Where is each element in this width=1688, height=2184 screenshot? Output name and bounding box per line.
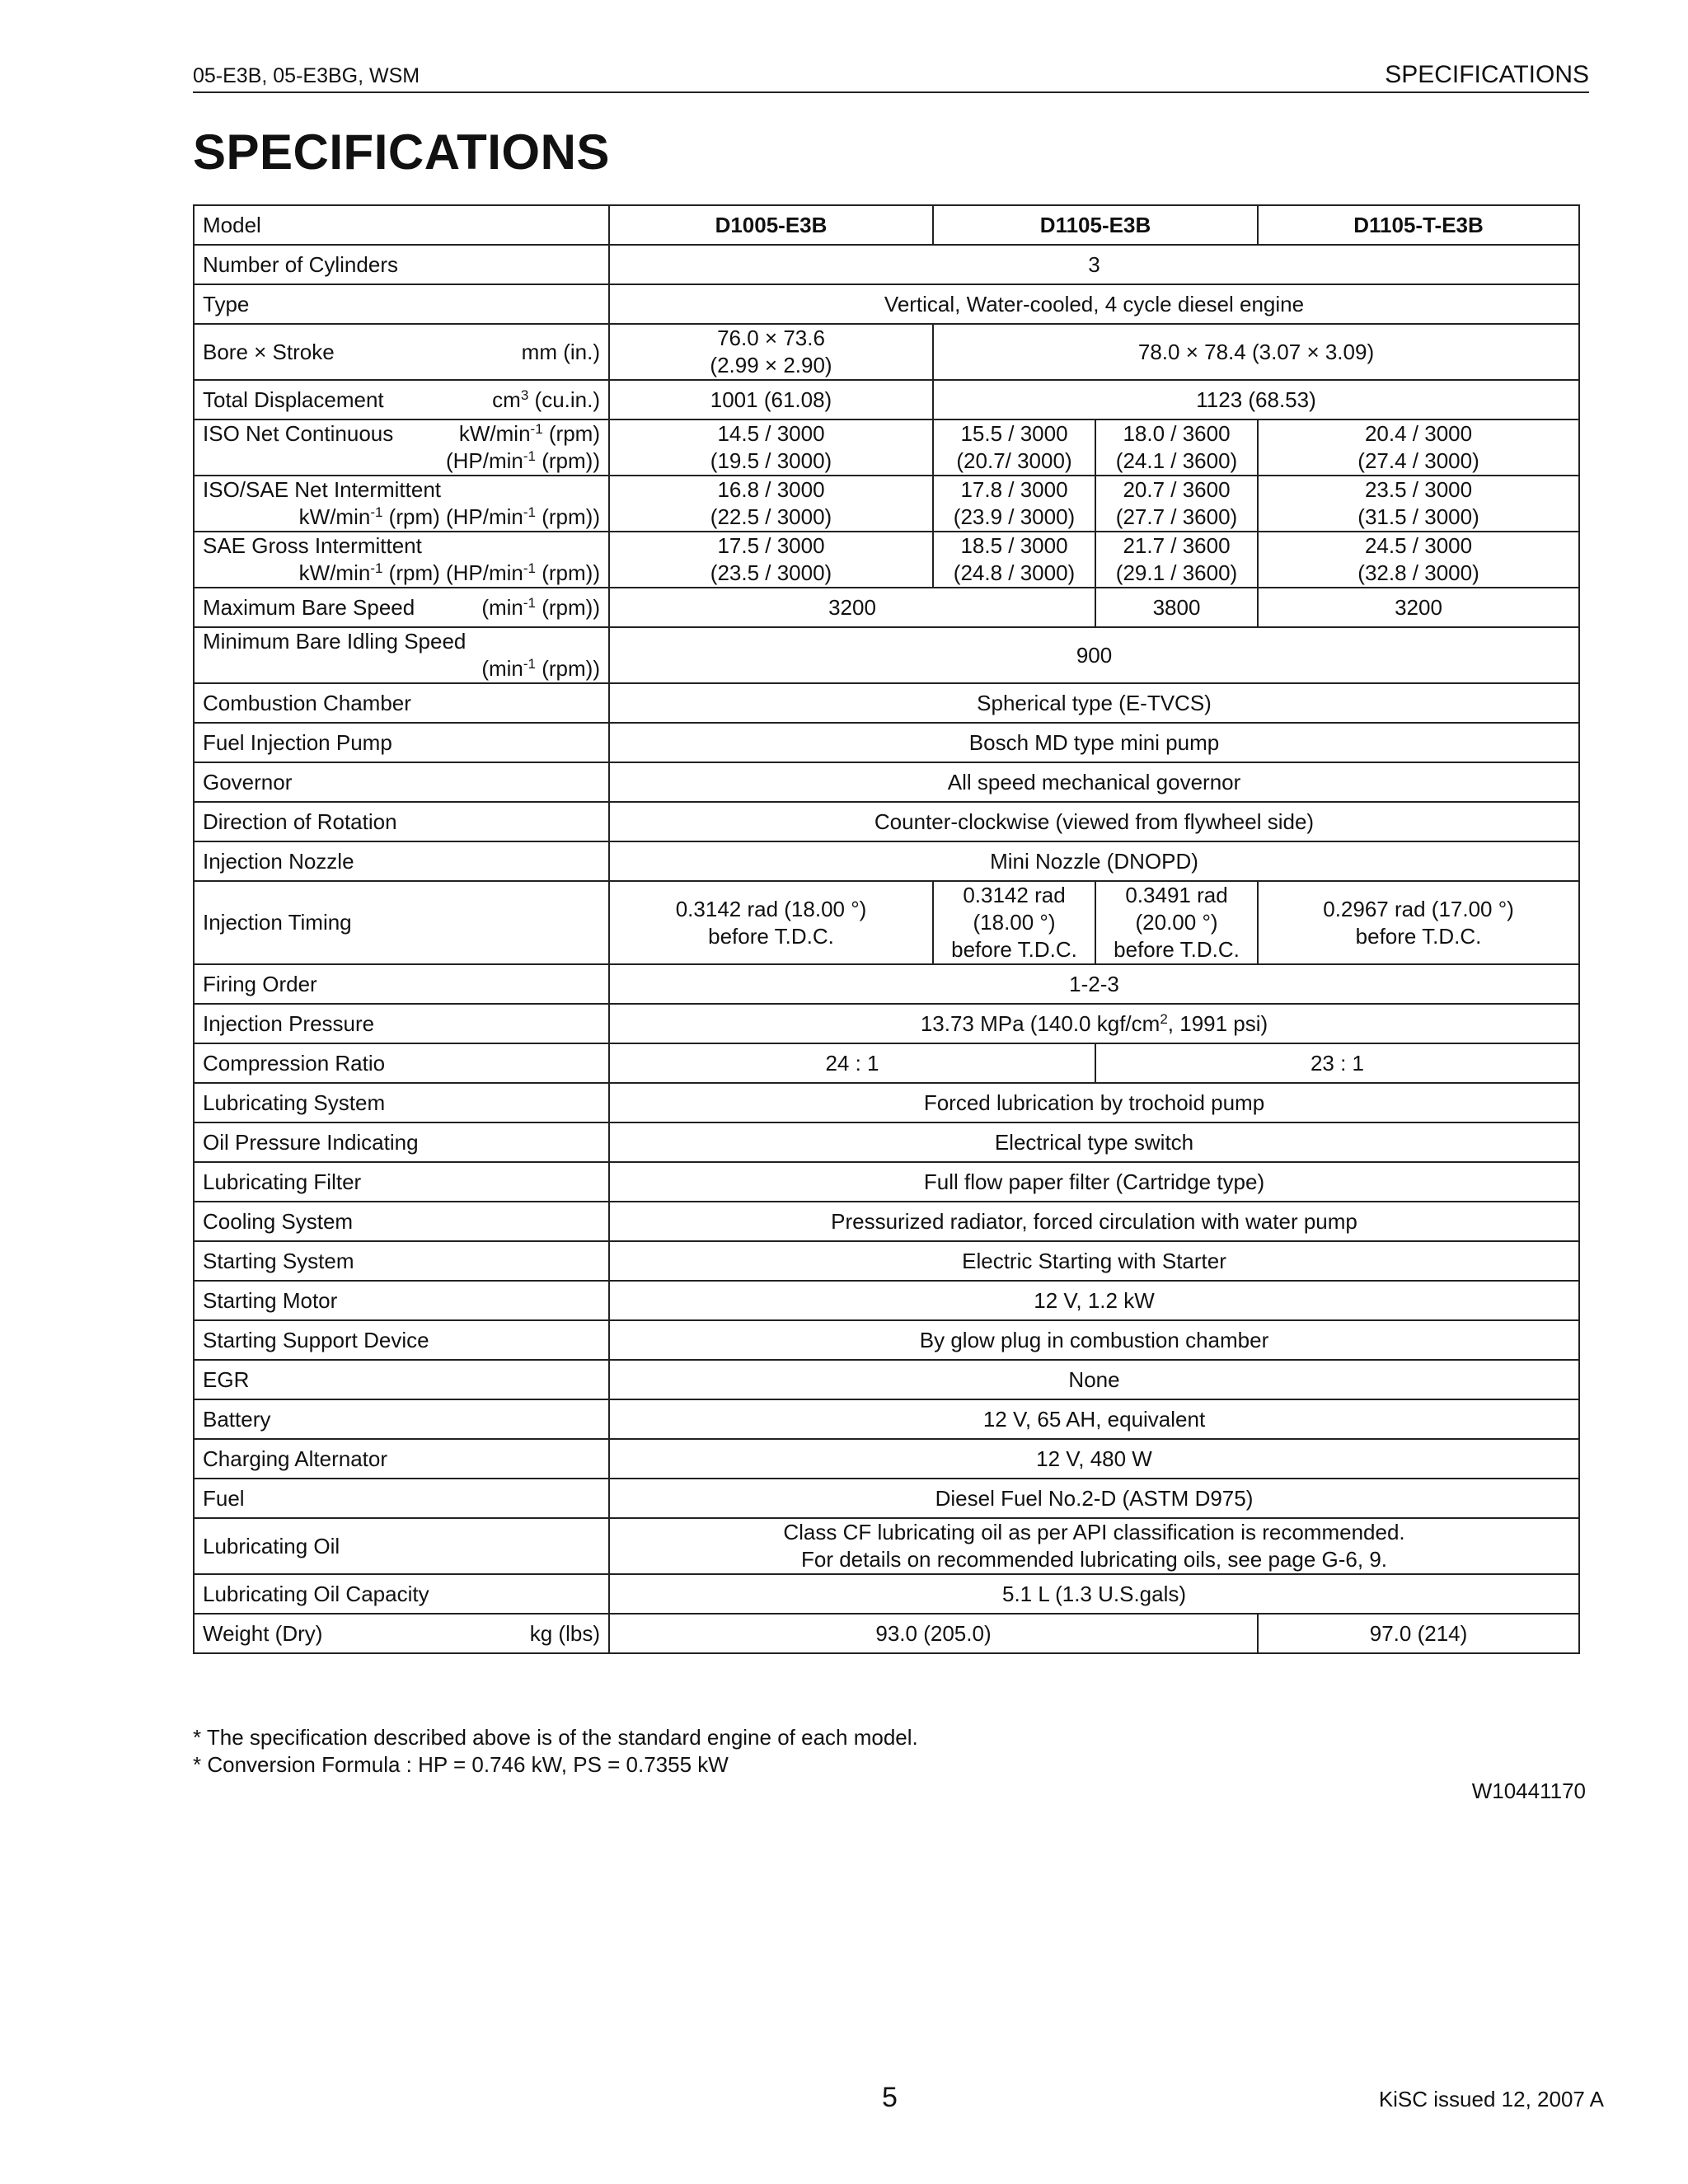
row-value: 18.0 / 3600 (24.1 / 3600) <box>1095 419 1258 476</box>
row-value: 20.7 / 3600 (27.7 / 3600) <box>1095 476 1258 532</box>
row-label: Battery <box>194 1399 609 1439</box>
row-value: Spherical type (E-TVCS) <box>609 683 1579 723</box>
row-value: 15.5 / 3000 (20.7/ 3000) <box>933 419 1095 476</box>
row-label: ISO Net Continuous $kW/\min^{-1}$ (rpm) ($HP/\min^{-1}$ (rpm)) <box>194 419 609 476</box>
table-row-starting-motor <box>194 1281 1579 1320</box>
table-row-lubricating-oil <box>194 1518 1579 1574</box>
row-value: 76.0 × 73.6 (2.99 × 2.90) <box>609 324 933 380</box>
row-value: 0.3491 rad (20.00 °) before T.D.C. <box>1095 881 1258 964</box>
table-row-combustion-chamber <box>194 683 1579 723</box>
row-label: Starting Motor <box>194 1281 609 1320</box>
table-row-starting-support-device <box>194 1320 1579 1360</box>
row-value: By glow plug in combustion chamber <box>609 1320 1579 1360</box>
row-value: 16.8 / 3000 (22.5 / 3000) <box>609 476 933 532</box>
row-label: EGR <box>194 1360 609 1399</box>
page-number: 5 <box>882 2082 898 2113</box>
row-label: Lubricating System <box>194 1083 609 1122</box>
row-value: 900 <box>609 627 1579 683</box>
table-row-fuel-injection-pump <box>194 723 1579 762</box>
row-value: 21.7 / 3600 (29.1 / 3600) <box>1095 532 1258 588</box>
row-value: 17.5 / 3000 (23.5 / 3000) <box>609 532 933 588</box>
row-value: Pressurized radiator, forced circulation with water pump <box>609 1202 1579 1241</box>
row-value: 0.3142 rad (18.00 °) before T.D.C. <box>609 881 933 964</box>
row-value: Full flow paper filter (Cartridge type) <box>609 1162 1579 1202</box>
row-value: All speed mechanical governor <box>609 762 1579 802</box>
table-row-cooling-system <box>194 1202 1579 1241</box>
table-row-lubricating-system <box>194 1083 1579 1122</box>
table-row-direction-of-rotation <box>194 802 1579 841</box>
row-label: Governor <box>194 762 609 802</box>
row-value: 12 V, 1.2 kW <box>609 1281 1579 1320</box>
row-value: 1001 (61.08) <box>609 380 933 419</box>
row-label: Oil Pressure Indicating <box>194 1122 609 1162</box>
table-row-egr <box>194 1360 1579 1399</box>
row-label: Fuel Injection Pump <box>194 723 609 762</box>
row-label: Firing Order <box>194 964 609 1004</box>
footnote: * Conversion Formula : HP = 0.746 kW, PS = 0.7355 kW <box>193 1752 729 1777</box>
table-row-starting-system <box>194 1241 1579 1281</box>
row-value: 3200 <box>609 588 1095 627</box>
table-row-lubricating-filter <box>194 1162 1579 1202</box>
row-label: Lubricating Oil <box>194 1518 609 1574</box>
row-label: Number of Cylinders <box>194 245 609 284</box>
row-label: Cooling System <box>194 1202 609 1241</box>
table-row-charging-alternator <box>194 1439 1579 1479</box>
row-label: Lubricating Filter <box>194 1162 609 1202</box>
row-value: 12 V, 65 AH, equivalent <box>609 1399 1579 1439</box>
row-label: Direction of Rotation <box>194 802 609 841</box>
row-value: 3800 <box>1095 588 1258 627</box>
table-row-cylinders <box>194 245 1579 284</box>
row-value: Bosch MD type mini pump <box>609 723 1579 762</box>
row-value: 12 V, 480 W <box>609 1439 1579 1479</box>
row-value: 24 : 1 <box>609 1043 1095 1083</box>
row-value: 0.2967 rad (17.00 °) before T.D.C. <box>1258 881 1579 964</box>
table-row-model <box>194 205 1579 245</box>
header-section-title: SPECIFICATIONS <box>1385 61 1589 88</box>
row-label: ISO/SAE Net Intermittent $kW/\min^{-1}$ (rpm) ($HP/\min^{-1}$ (rpm)) <box>194 476 609 532</box>
table-row-firing-order <box>194 964 1579 1004</box>
row-value: Counter-clockwise (viewed from flywheel side) <box>609 802 1579 841</box>
row-label: Total Displacement $cm^3$ (cu.in.) <box>194 380 609 419</box>
row-label: Minimum Bare Idling Speed ($\min^{-1}$ (rpm)) <box>194 627 609 683</box>
row-value: 5.1 L (1.3 U.S.gals) <box>609 1574 1579 1614</box>
row-value: 18.5 / 3000 (24.8 / 3000) <box>933 532 1095 588</box>
footnote: * The specification described above is of the standard engine of each model. <box>193 1725 918 1750</box>
row-value: Mini Nozzle (DNOPD) <box>609 841 1579 881</box>
footnotes <box>193 1724 918 1779</box>
table-row-iso-net-continuous <box>194 419 1579 476</box>
row-value: 1-2-3 <box>609 964 1579 1004</box>
row-label: Bore × Stroke mm (in.) <box>194 324 609 380</box>
table-row-weight <box>194 1614 1579 1653</box>
table-row-type <box>194 284 1579 324</box>
table-row-iso-sae-net-intermittent <box>194 476 1579 532</box>
table-row-sae-gross-intermittent <box>194 532 1579 588</box>
table-row-governor <box>194 762 1579 802</box>
row-value: 3200 <box>1258 588 1579 627</box>
row-value: Forced lubrication by trochoid pump <box>609 1083 1579 1122</box>
row-value: 23.5 / 3000 (31.5 / 3000) <box>1258 476 1579 532</box>
row-label: Fuel <box>194 1479 609 1518</box>
table-row-lubricating-oil-capacity <box>194 1574 1579 1614</box>
table-row-max-bare-speed <box>194 588 1579 627</box>
row-value: Electrical type switch <box>609 1122 1579 1162</box>
table-row-min-idling-speed <box>194 627 1579 683</box>
table-row-injection-timing <box>194 881 1579 964</box>
row-label: Combustion Chamber <box>194 683 609 723</box>
row-value: None <box>609 1360 1579 1399</box>
table-row-bore-stroke <box>194 324 1579 380</box>
row-value: 20.4 / 3000 (27.4 / 3000) <box>1258 419 1579 476</box>
row-value: Class CF lubricating oil as per API classification is recommended. For details on recommended lubricating oils, see page G-6, 9. <box>609 1518 1579 1574</box>
row-label: Starting System <box>194 1241 609 1281</box>
row-value: 17.8 / 3000 (23.9 / 3000) <box>933 476 1095 532</box>
issued-note: KiSC issued 12, 2007 A <box>1378 2087 1604 2111</box>
table-row-displacement <box>194 380 1579 419</box>
row-label: Model <box>194 205 609 245</box>
row-label: Maximum Bare Speed ($\min^{-1}$ (rpm)) <box>194 588 609 627</box>
row-value: 78.0 × 78.4 (3.07 × 3.09) <box>933 324 1579 380</box>
header-rule <box>193 91 1589 93</box>
table-row-fuel <box>194 1479 1579 1518</box>
row-value: 93.0 (205.0) <box>609 1614 1258 1653</box>
specifications-table <box>193 204 1580 1654</box>
row-label: Injection Nozzle <box>194 841 609 881</box>
row-label: Starting Support Device <box>194 1320 609 1360</box>
row-value: 14.5 / 3000 (19.5 / 3000) <box>609 419 933 476</box>
row-label: SAE Gross Intermittent $kW/\min^{-1}$ (rpm) ($HP/\min^{-1}$ (rpm)) <box>194 532 609 588</box>
row-label: Charging Alternator <box>194 1439 609 1479</box>
row-label: Type <box>194 284 609 324</box>
table-row-battery <box>194 1399 1579 1439</box>
table-row-oil-pressure-indicating <box>194 1122 1579 1162</box>
header-manual-id: 05-E3B, 05-E3BG, WSM <box>193 64 420 87</box>
row-value: 24.5 / 3000 (32.8 / 3000) <box>1258 532 1579 588</box>
row-value: 97.0 (214) <box>1258 1614 1579 1653</box>
row-value: Electric Starting with Starter <box>609 1241 1579 1281</box>
table-row-compression-ratio <box>194 1043 1579 1083</box>
model-header-d1105: D1105-E3B <box>933 205 1258 245</box>
model-header-d1005: D1005-E3B <box>609 205 933 245</box>
table-row-injection-nozzle <box>194 841 1579 881</box>
row-label: Lubricating Oil Capacity <box>194 1574 609 1614</box>
table-row-injection-pressure <box>194 1004 1579 1043</box>
row-value: Vertical, Water-cooled, 4 cycle diesel engine <box>609 284 1579 324</box>
row-value: 1123 (68.53) <box>933 380 1579 419</box>
row-value: 23 : 1 <box>1095 1043 1579 1083</box>
model-header-d1105-t: D1105-T-E3B <box>1258 205 1579 245</box>
row-label: Injection Pressure <box>194 1004 609 1043</box>
row-label: Injection Timing <box>194 881 609 964</box>
page-title: SPECIFICATIONS <box>193 124 610 180</box>
row-value: 0.3142 rad (18.00 °) before T.D.C. <box>933 881 1095 964</box>
row-value: 13.73 MPa (140.0 kgf/$cm^2$, 1991 psi) <box>609 1004 1579 1043</box>
row-label: Compression Ratio <box>194 1043 609 1083</box>
document-code: W10441170 <box>1471 1779 1586 1803</box>
row-value: 3 <box>609 245 1579 284</box>
row-value: Diesel Fuel No.2-D (ASTM D975) <box>609 1479 1579 1518</box>
row-label: Weight (Dry) kg (lbs) <box>194 1614 609 1653</box>
